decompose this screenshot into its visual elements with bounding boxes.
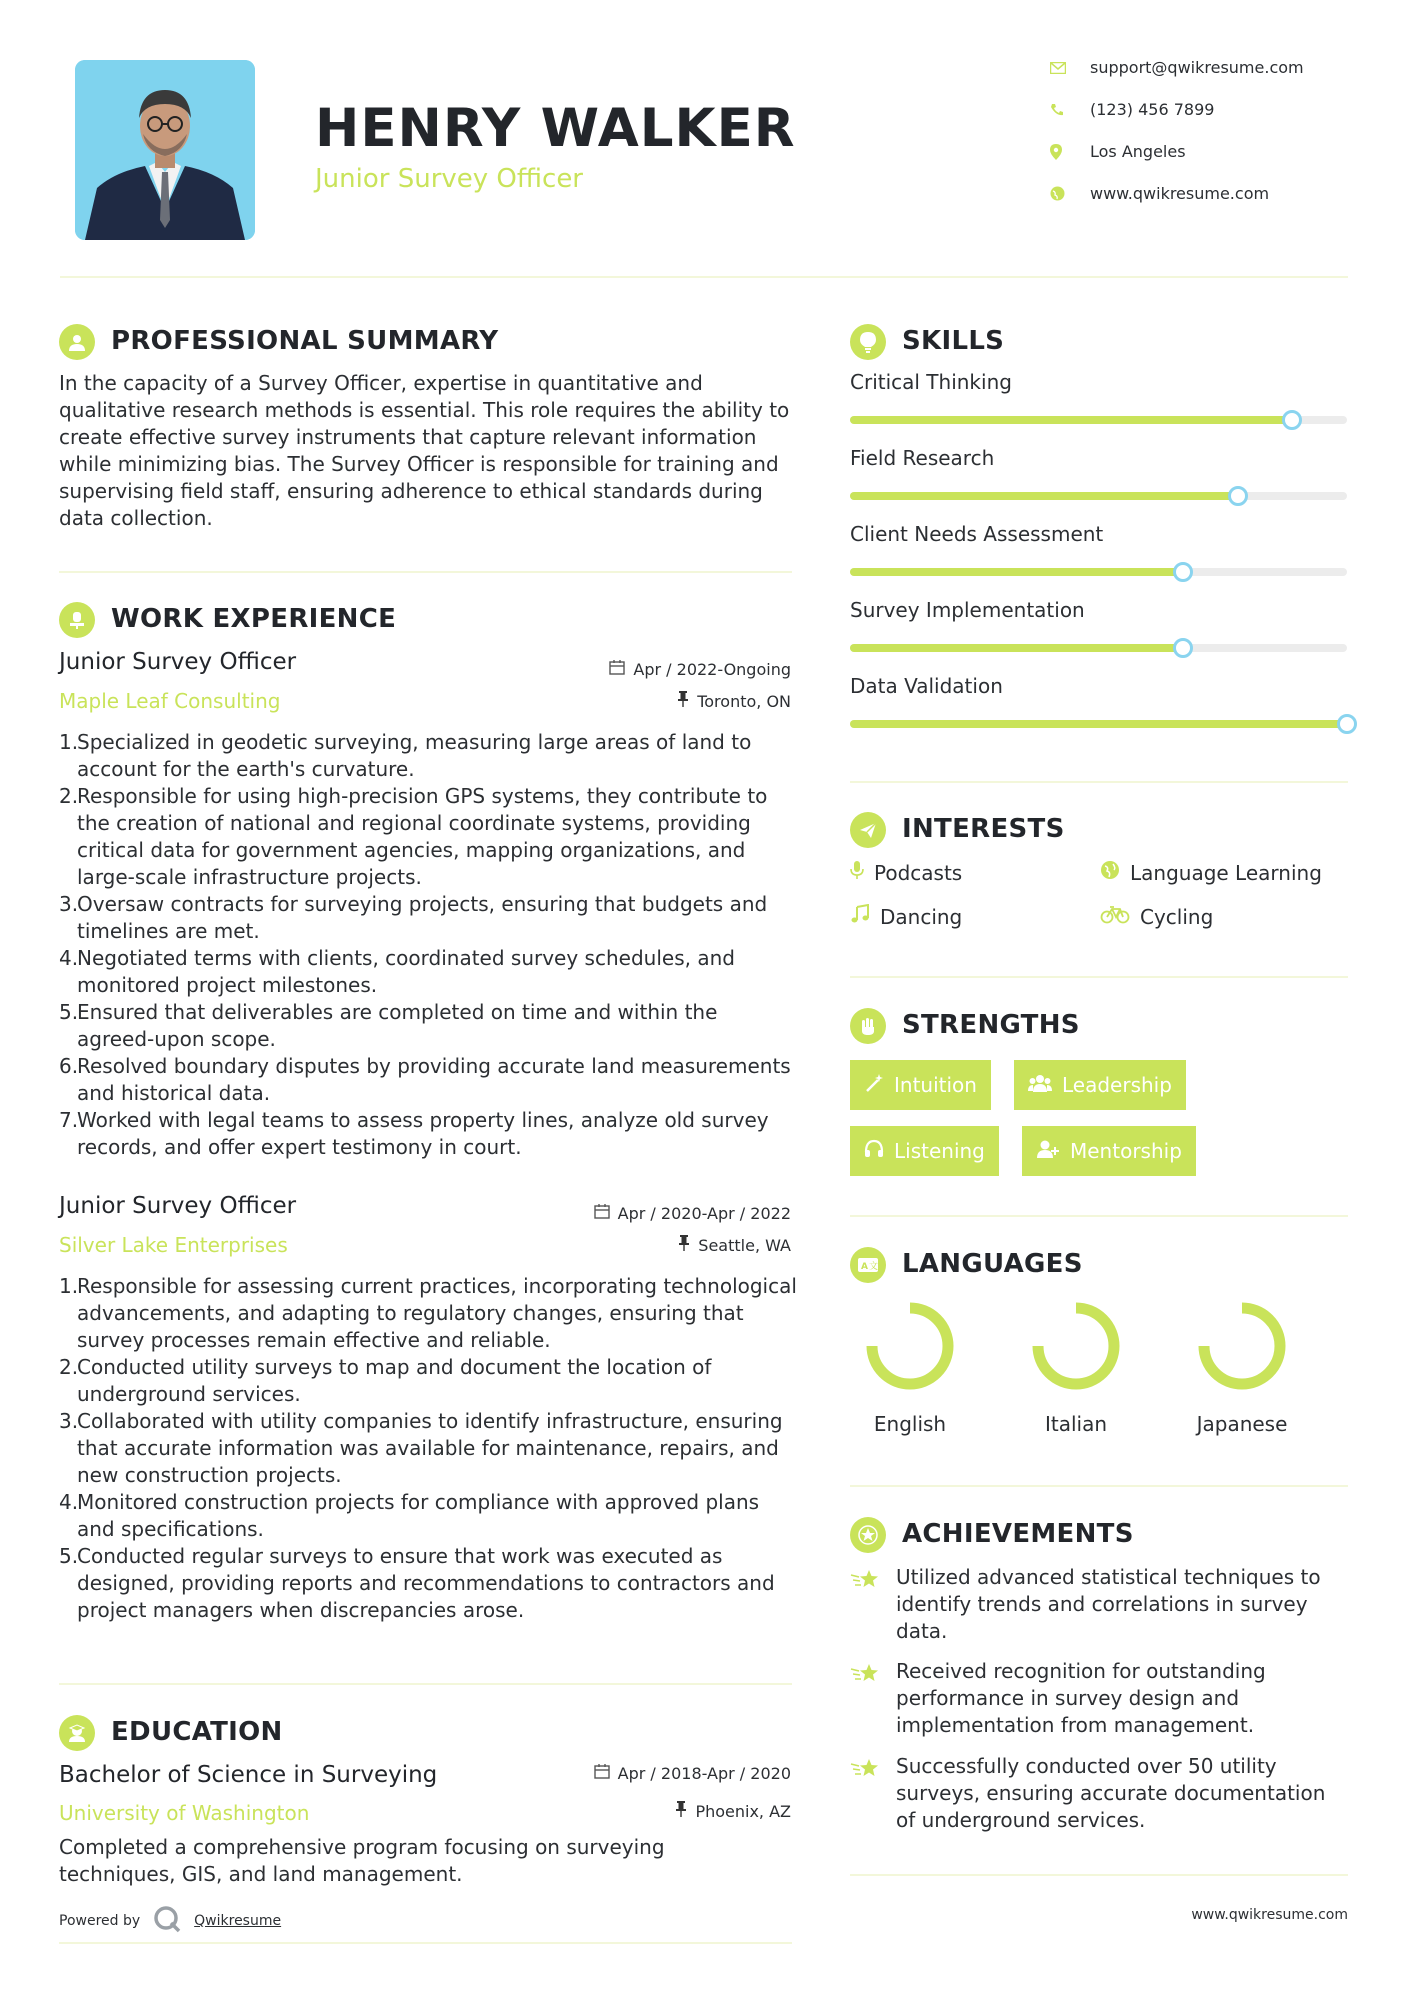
paper-plane-icon	[850, 812, 886, 848]
skill-name: Critical Thinking	[850, 370, 1012, 394]
skill-bar-fill	[850, 416, 1292, 424]
list-item: 1. Specialized in geodetic surveying, measuring large areas of land to account for the earth's curvature.	[59, 730, 752, 781]
contact-website-text: www.qwikresume.com	[1090, 184, 1270, 203]
profile-photo	[75, 60, 255, 240]
education-heading: EDUCATION	[111, 1717, 283, 1747]
interest-label: Language Learning	[1130, 860, 1322, 885]
interest-item	[850, 904, 962, 929]
skill-level-knob	[1173, 562, 1193, 582]
headphones-icon	[864, 1139, 884, 1164]
summary-heading: PROFESSIONAL SUMMARY	[111, 326, 499, 356]
powered-by	[59, 1904, 281, 1938]
job-dates-text: Apr / 2020-Apr / 2022	[617, 1203, 791, 1223]
languages-heading: LANGUAGES	[902, 1249, 1083, 1279]
achievement-text: Successfully conducted over 50 utility surveys, ensuring accurate documentation of underground services.	[896, 1754, 1326, 1832]
job-role: Junior Survey Officer	[59, 1193, 297, 1219]
svg-text:A: A	[861, 1262, 868, 1272]
degree-name: Bachelor of Science in Surveying	[59, 1762, 438, 1788]
education-location	[540, 1801, 791, 1821]
briefcase-icon	[59, 602, 95, 638]
strength-label: Listening	[894, 1139, 985, 1163]
strength-label: Mentorship	[1070, 1139, 1182, 1163]
language-ring-arc	[1038, 1308, 1114, 1384]
interests-heading: INTERESTS	[902, 814, 1065, 844]
strength-chip	[850, 1126, 999, 1176]
powered-by-text: Powered by	[59, 1913, 141, 1929]
shooting-star-icon	[850, 1564, 882, 1645]
list-item: 3. Oversaw contracts for surveying projects, ensuring that budgets and timelines are met.	[59, 892, 768, 943]
skill-bar	[850, 644, 1347, 652]
bicycle-icon	[1100, 904, 1130, 929]
hand-icon	[850, 1008, 886, 1044]
job-dates-text: Apr / 2022-Ongoing	[633, 659, 791, 679]
job-company: Maple Leaf Consulting	[59, 689, 281, 713]
section-divider	[850, 781, 1348, 783]
skill-level-knob	[1282, 410, 1302, 430]
footer-website[interactable]: www.qwikresume.com	[1191, 1907, 1348, 1923]
contact-phone[interactable]	[1050, 100, 1350, 119]
strengths-heading: STRENGTHS	[902, 1010, 1080, 1040]
interest-item	[1100, 904, 1213, 929]
contact-email-text: support@qwikresume.com	[1090, 58, 1304, 77]
contact-location-text: Los Angeles	[1090, 142, 1186, 161]
list-item: 5. Conducted regular surveys to ensure that work was executed as designed, providing reports and recommendations to contractors and project managers when discrepancies arose.	[59, 1544, 775, 1622]
skill-level-knob	[1228, 486, 1248, 506]
achievement-item	[850, 1753, 1348, 1834]
music-note-icon	[850, 904, 870, 929]
interest-label: Cycling	[1140, 904, 1214, 929]
skill-level-knob	[1173, 638, 1193, 658]
education-location-text: Phoenix, AZ	[695, 1801, 791, 1821]
section-divider	[850, 1215, 1348, 1217]
user-icon	[59, 324, 95, 360]
strength-label: Leadership	[1062, 1073, 1172, 1097]
strength-chip	[1014, 1060, 1186, 1110]
job-location	[540, 1235, 791, 1255]
list-item: 1. Responsible for assessing current practices, incorporating technological advancements, and adapting to regulatory changes, ensuring that survey processes remain effective and reliable.	[59, 1274, 797, 1352]
envelope-icon	[1050, 62, 1090, 74]
brand-link[interactable]: Qwikresume	[194, 1913, 282, 1929]
job-company: Silver Lake Enterprises	[59, 1233, 288, 1257]
globe-icon	[1100, 860, 1120, 885]
school-name: University of Washington	[59, 1801, 310, 1825]
svg-text:文: 文	[869, 1262, 879, 1272]
magic-wand-icon	[864, 1073, 884, 1098]
microphone-icon	[850, 860, 864, 885]
candidate-title: Junior Survey Officer	[315, 164, 583, 194]
job-dates	[540, 659, 791, 679]
pushpin-icon	[678, 1235, 690, 1255]
section-divider	[59, 1683, 792, 1685]
skill-name: Client Needs Assessment	[850, 522, 1104, 546]
user-plus-icon	[1036, 1139, 1060, 1164]
skills-heading: SKILLS	[902, 326, 1005, 356]
section-divider	[59, 571, 792, 573]
calendar-icon	[594, 1763, 610, 1783]
skill-bar	[850, 568, 1347, 576]
skill-name: Survey Implementation	[850, 598, 1085, 622]
language-ring-arc	[872, 1308, 948, 1384]
contact-email[interactable]	[1050, 58, 1350, 77]
calendar-icon	[594, 1203, 610, 1223]
job-dates	[540, 1203, 791, 1223]
interest-item	[1100, 860, 1322, 885]
pushpin-icon	[675, 1801, 687, 1821]
map-pin-icon	[1050, 144, 1090, 160]
interest-label: Dancing	[880, 904, 963, 929]
job-location	[540, 691, 791, 711]
list-item: 6. Resolved boundary disputes by providing accurate land measurements and historical data.	[59, 1054, 791, 1105]
lightbulb-icon	[850, 324, 886, 360]
qwikresume-logo-icon	[152, 1904, 182, 1938]
skill-bar-fill	[850, 568, 1183, 576]
list-item: 5. Ensured that deliverables are completed on time and within the agreed-upon scope.	[59, 1000, 718, 1051]
section-divider	[850, 976, 1348, 978]
achievement-item	[850, 1658, 1348, 1739]
language-item	[1006, 1296, 1146, 1436]
education-dates	[540, 1763, 791, 1783]
list-item: 2. Conducted utility surveys to map and document the location of underground services.	[59, 1355, 712, 1406]
contact-website[interactable]	[1050, 184, 1350, 203]
language-item	[840, 1296, 980, 1436]
language-ring	[1172, 1296, 1312, 1396]
achievement-text: Received recognition for outstanding performance in survey design and implementation from management.	[896, 1659, 1266, 1737]
strength-chip	[850, 1060, 991, 1110]
star-badge-icon	[850, 1517, 886, 1553]
education-dates-text: Apr / 2018-Apr / 2020	[617, 1763, 791, 1783]
job-bullets	[59, 729, 799, 1161]
interest-item	[850, 860, 962, 885]
language-ring	[840, 1296, 980, 1396]
skill-bar-fill	[850, 720, 1347, 728]
job-location-text: Seattle, WA	[698, 1235, 791, 1255]
skill-bar-fill	[850, 644, 1183, 652]
summary-text: In the capacity of a Survey Officer, expertise in quantitative and qualitative research methods is essential. This role requires the ability to create effective survey instruments that capture relevant information while minimizing bias. The Survey Officer is responsible for training and supervising field staff, ensuring adherence to ethical standards during data collection.	[59, 371, 790, 530]
language-icon	[850, 1247, 886, 1283]
skill-bar	[850, 720, 1347, 728]
achievements-heading: ACHIEVEMENTS	[902, 1519, 1134, 1549]
language-ring-arc	[1204, 1308, 1280, 1384]
skill-level-knob	[1337, 714, 1357, 734]
language-ring	[1006, 1296, 1146, 1396]
footer-divider	[59, 1942, 792, 1944]
interest-label: Podcasts	[874, 860, 963, 885]
skill-name: Data Validation	[850, 674, 1003, 698]
language-label: Japanese	[1196, 1412, 1288, 1436]
list-item: 4. Monitored construction projects for compliance with approved plans and specifications.	[59, 1490, 760, 1541]
globe-icon	[1050, 186, 1090, 201]
skill-name: Field Research	[850, 446, 995, 470]
skill-bar	[850, 416, 1347, 424]
language-label: Italian	[1044, 1412, 1108, 1436]
contact-location	[1050, 142, 1350, 161]
work-heading: WORK EXPERIENCE	[111, 604, 397, 634]
strength-chip	[1022, 1126, 1196, 1176]
candidate-name: HENRY WALKER	[315, 98, 796, 159]
list-item: 7. Worked with legal teams to assess property lines, analyze old survey records, and offer expert testimony in court.	[59, 1108, 769, 1159]
list-item: 4. Negotiated terms with clients, coordinated survey schedules, and monitored project milestones.	[59, 946, 735, 997]
list-item: 3. Collaborated with utility companies to identify infrastructure, ensuring that accurate information was available for maintenance, repairs, and new construction projects.	[59, 1409, 783, 1487]
job-location-text: Toronto, ON	[697, 691, 791, 711]
language-label: English	[873, 1412, 947, 1436]
pushpin-icon	[677, 691, 689, 711]
section-divider	[850, 1874, 1348, 1876]
job-role: Junior Survey Officer	[59, 649, 297, 675]
graduation-icon	[59, 1715, 95, 1751]
header-divider	[60, 276, 1348, 278]
shooting-star-icon	[850, 1753, 882, 1834]
education-description: Completed a comprehensive program focusing on surveying techniques, GIS, and land management.	[59, 1835, 665, 1886]
skill-bar-fill	[850, 492, 1238, 500]
achievement-text: Utilized advanced statistical techniques to identify trends and correlations in survey data.	[896, 1565, 1321, 1643]
skill-bar	[850, 492, 1347, 500]
calendar-icon	[609, 659, 625, 679]
language-item	[1172, 1296, 1312, 1436]
contact-phone-text: (123) 456 7899	[1090, 100, 1215, 119]
section-divider	[850, 1485, 1348, 1487]
job-bullets	[59, 1273, 799, 1624]
achievement-item	[850, 1564, 1348, 1645]
phone-icon	[1050, 103, 1090, 117]
list-item: 2. Responsible for using high-precision GPS systems, they contribute to the creation of national and regional coordinate systems, providing critical data for government agencies, mapping organizations, and large-scale infrastructure projects.	[59, 784, 768, 889]
group-icon	[1028, 1073, 1052, 1098]
shooting-star-icon	[850, 1658, 882, 1739]
strength-label: Intuition	[894, 1073, 977, 1097]
